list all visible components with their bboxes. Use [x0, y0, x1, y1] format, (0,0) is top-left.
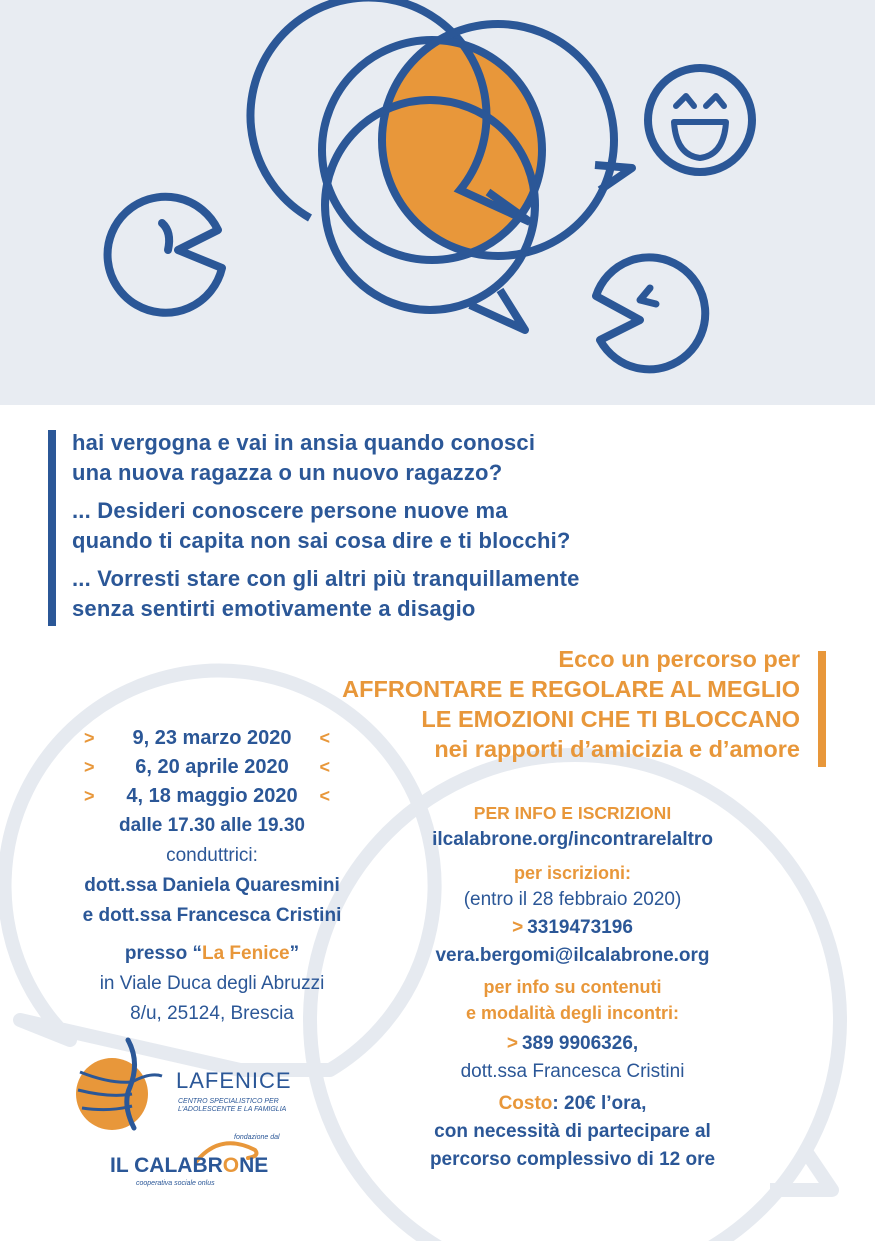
offer-line: Ecco un percorso per — [558, 646, 800, 672]
hero-banner — [0, 0, 875, 405]
signup-label: per iscrizioni: — [513, 863, 632, 883]
chevron-left-icon: < — [319, 728, 330, 748]
phone-number[interactable]: 3319473196 — [527, 917, 633, 938]
date-text: 9, 23 marzo 2020 — [132, 727, 292, 749]
hosts-label: conduttrici: — [166, 845, 258, 866]
question-line: ... Desideri conoscere persone nuove ma — [72, 498, 508, 523]
date-text: 6, 20 aprile 2020 — [135, 756, 289, 778]
calabrone-name-part: NE — [239, 1154, 269, 1177]
address-line: in Viale Duca degli Abruzzi — [99, 973, 325, 994]
phone-line — [400, 1030, 745, 1058]
question-line: senza sentirti emotivamente a disagio — [72, 596, 476, 621]
chevron-right-icon: > — [84, 757, 95, 777]
date-line — [62, 782, 362, 811]
chevron-right-icon: > — [506, 1033, 518, 1054]
deadline-text: (entro il 28 febbraio 2020) — [463, 889, 682, 910]
host-name: dott.ssa Daniela Quaresmini — [84, 875, 340, 896]
website-link[interactable]: ilcalabrone.org/incontrarelaltro — [432, 829, 713, 850]
question-line: hai vergogna e vai in ansia quando conosci — [72, 430, 536, 455]
cost-line — [400, 1090, 745, 1118]
chevron-right-icon: > — [84, 786, 95, 806]
address-line: 8/u, 25124, Brescia — [130, 1003, 294, 1024]
cost-label: Costo — [498, 1093, 553, 1114]
chevron-left-icon: < — [319, 757, 330, 777]
question-3 — [72, 564, 748, 624]
pacman-face-right-icon — [0, 0, 875, 405]
info-block — [400, 800, 745, 1174]
accent-bar — [48, 430, 56, 626]
date-text: 4, 18 maggio 2020 — [126, 785, 298, 807]
question-line: una nuova ragazza o un nuovo ragazzo? — [72, 460, 503, 485]
cost-note: con necessità di partecipare al — [434, 1121, 711, 1142]
chevron-right-icon: > — [84, 728, 95, 748]
venue-prefix: presso “ — [124, 943, 202, 964]
la-fenice-logo-icon — [70, 1032, 180, 1142]
cost-note: percorso complessivo di 12 ore — [429, 1149, 716, 1170]
la-fenice-tagline: CENTRO SPECIALISTICO PER L'ADOLESCENTE E LA FAMIGLIA — [178, 1098, 287, 1113]
schedule-block — [62, 724, 362, 1029]
offer-line: AFFRONTARE E REGOLARE AL MEGLIO — [342, 676, 800, 702]
calabrone-top-text: fondazione dal — [234, 1134, 280, 1141]
chevron-right-icon: > — [512, 917, 524, 938]
offer-line: nei rapporti d’amicizia e d’amore — [434, 736, 800, 762]
offer-heading — [342, 644, 800, 764]
question-line: quando ti capita non sai cosa dire e ti blocchi? — [72, 528, 571, 553]
question-1 — [72, 428, 748, 488]
phone-number[interactable]: 389 9906326, — [521, 1033, 639, 1054]
calabrone-name-part: IL CALABR — [110, 1154, 223, 1177]
content-label: per info su contenuti — [483, 977, 662, 997]
date-line — [62, 724, 362, 753]
offer-accent-bar — [818, 651, 826, 767]
calabrone-tagline: cooperativa sociale onlus — [136, 1180, 215, 1187]
date-line — [62, 753, 362, 782]
host-name: e dott.ssa Francesca Cristini — [82, 905, 342, 926]
venue — [62, 939, 362, 969]
content-label: e modalità degli incontri: — [465, 1003, 680, 1023]
time-range: dalle 17.30 alle 19.30 — [119, 815, 305, 836]
questions-block — [48, 428, 748, 632]
question-line: ... Vorresti stare con gli altri più tranquillamente — [72, 566, 580, 591]
chevron-left-icon: < — [319, 786, 330, 806]
venue-name: La Fenice — [201, 943, 290, 964]
contact-name: dott.ssa Francesca Cristini — [460, 1061, 685, 1082]
venue-suffix: ” — [289, 943, 300, 964]
question-2 — [72, 496, 748, 556]
email-link[interactable]: vera.bergomi@ilcalabrone.org — [435, 945, 710, 966]
logos — [70, 1032, 292, 1187]
calabrone-name — [110, 1154, 268, 1178]
phone-line — [400, 914, 745, 942]
la-fenice-name: LAFENICE — [176, 1068, 292, 1093]
info-header: PER INFO E ISCRIZIONI — [473, 803, 672, 823]
cost-value: : 20€ l’ora, — [552, 1093, 647, 1114]
offer-line: LE EMOZIONI CHE TI BLOCCANO — [421, 706, 800, 732]
calabrone-name-part: O — [222, 1154, 240, 1177]
